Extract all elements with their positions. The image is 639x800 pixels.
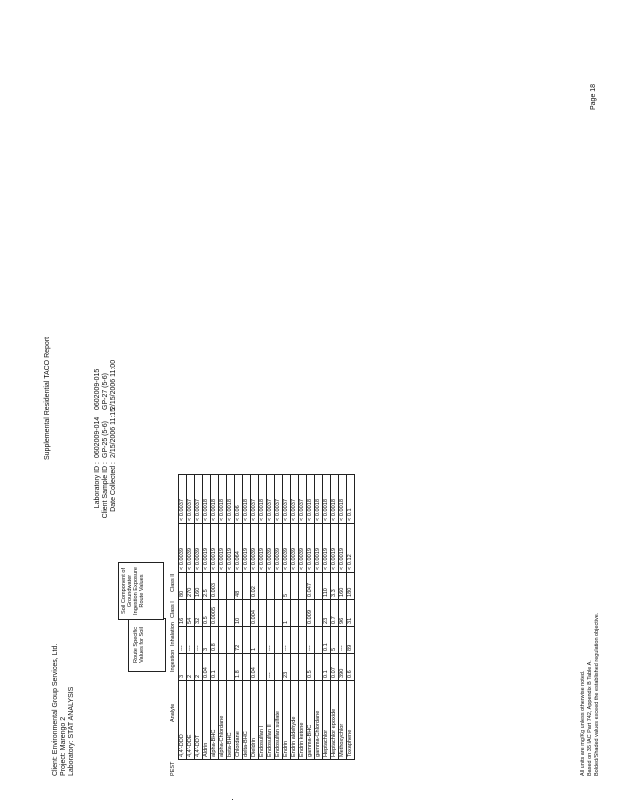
soil-component-header: Soil Component of Groundwater Ingestion Exposure Route Values: [118, 562, 164, 620]
lab-id-1: 0602009-014: [94, 416, 101, 458]
value-cell: [267, 600, 275, 627]
value-cell: [275, 600, 283, 627]
footnote-2: Based on 35 IAC Part 742, Appendix B Table A.: [587, 660, 593, 776]
value-cell: < 0.0039: [187, 524, 195, 573]
lab-id-label: Laboratory ID :: [94, 462, 101, 509]
value-cell: 1.8: [235, 654, 243, 681]
value-cell: < 0.0039: [251, 524, 259, 573]
class1-header: Class I: [170, 601, 176, 618]
value-cell: 54: [187, 600, 195, 627]
analyte-cell: Endosulfan II: [267, 681, 275, 760]
value-cell: < 0.06: [235, 475, 243, 524]
value-cell: 0.0005: [211, 600, 219, 627]
route-specific-header: Route Specific Values for Soil: [128, 618, 166, 672]
value-cell: < 0.0019: [323, 524, 331, 573]
value-cell: 0.1: [323, 627, 331, 654]
table-row: [235, 475, 243, 760]
analyte-cell: gamma-BHC: [307, 681, 315, 760]
value-cell: < 0.0039: [267, 524, 275, 573]
value-cell: < 0.0018: [339, 475, 347, 524]
analyte-cell: Aldrin: [203, 681, 211, 760]
value-cell: 0.7: [331, 600, 339, 627]
value-cell: [259, 627, 267, 654]
value-cell: [291, 654, 299, 681]
analyte-cell: 4,4'-DDE: [187, 681, 195, 760]
analyte-cell: Heptachlor epoxide: [331, 681, 339, 760]
value-cell: [275, 654, 283, 681]
value-cell: 2: [187, 654, 195, 681]
value-cell: 72: [235, 627, 243, 654]
value-cell: < 0.0018: [307, 475, 315, 524]
value-cell: [227, 600, 235, 627]
value-cell: 3: [179, 654, 187, 681]
client-sample-id-label: Client Sample ID :: [102, 462, 109, 519]
value-cell: 270: [187, 573, 195, 600]
table-row: [339, 475, 347, 760]
value-cell: [291, 627, 299, 654]
value-cell: ---: [187, 627, 195, 654]
lab-id-2: 0602009-015: [94, 368, 101, 410]
value-cell: [299, 573, 307, 600]
pest-label: PEST: [170, 761, 176, 776]
value-cell: < 0.0019: [307, 524, 315, 573]
table-row: [299, 475, 307, 760]
value-cell: < 0.0037: [283, 475, 291, 524]
value-cell: < 0.0018: [211, 475, 219, 524]
table-row: [267, 475, 275, 760]
value-cell: < 0.0039: [195, 524, 203, 573]
class2-header: Class II: [170, 573, 176, 592]
value-cell: < 0.0037: [251, 475, 259, 524]
table-row: [259, 475, 267, 760]
value-cell: 2: [195, 654, 203, 681]
value-cell: 23: [283, 654, 291, 681]
value-cell: [227, 573, 235, 600]
value-cell: 0.009: [307, 600, 315, 627]
report-title: Supplemental Residential TACO Report: [44, 336, 51, 460]
analyte-cell: Endosulfan I: [259, 681, 267, 760]
value-cell: 5: [331, 627, 339, 654]
analyte-cell: delta-BHC: [243, 681, 251, 760]
value-cell: 0.5: [203, 600, 211, 627]
table-row: [195, 475, 203, 760]
analyte-cell: Chlordane: [235, 681, 243, 760]
value-cell: [299, 600, 307, 627]
analyte-cell: beta-BHC: [227, 681, 235, 760]
value-cell: [299, 654, 307, 681]
analyte-cell: Toxaphene: [347, 681, 355, 760]
value-cell: 32: [195, 600, 203, 627]
table-row: [347, 475, 355, 760]
value-cell: < 0.0037: [291, 475, 299, 524]
value-cell: 31: [347, 600, 355, 627]
value-cell: 0.1: [211, 654, 219, 681]
value-cell: 3.3: [331, 573, 339, 600]
value-cell: [315, 600, 323, 627]
date-collected-label: Date Collected :: [110, 462, 117, 512]
inhalation-header: Inhalation: [170, 622, 176, 646]
value-cell: < 0.0018: [331, 475, 339, 524]
value-cell: < 0.0018: [243, 475, 251, 524]
value-cell: < 0.0018: [259, 475, 267, 524]
value-cell: [243, 600, 251, 627]
value-cell: [291, 573, 299, 600]
client-line: Client: Environmental Group Services, Ltd.: [52, 643, 59, 776]
value-cell: < 0.0018: [219, 475, 227, 524]
analyte-cell: gamma-Chlordane: [315, 681, 323, 760]
value-cell: ---: [283, 627, 291, 654]
value-cell: 23: [323, 600, 331, 627]
value-cell: 0.004: [251, 600, 259, 627]
value-cell: 0.04: [203, 654, 211, 681]
value-cell: 160: [195, 573, 203, 600]
value-cell: 2.5: [203, 573, 211, 600]
value-cell: [315, 573, 323, 600]
value-cell: [275, 573, 283, 600]
table-row: [211, 475, 219, 760]
value-cell: < 0.0018: [315, 475, 323, 524]
value-cell: ---: [267, 654, 275, 681]
table-row: [307, 475, 315, 760]
value-cell: 0.047: [307, 573, 315, 600]
client-id-2: GP-27 (5-6): [102, 373, 109, 410]
table-row: [323, 475, 331, 760]
value-cell: ---: [195, 627, 203, 654]
value-cell: [243, 573, 251, 600]
value-cell: [243, 627, 251, 654]
value-cell: ---: [307, 627, 315, 654]
value-cell: < 0.0039: [275, 524, 283, 573]
value-cell: 0.003: [211, 573, 219, 600]
value-cell: < 0.0037: [195, 475, 203, 524]
value-cell: [259, 573, 267, 600]
value-cell: < 0.0019: [315, 524, 323, 573]
value-cell: 390: [339, 654, 347, 681]
value-cell: 96: [339, 600, 347, 627]
analyte-cell: 4,4'-DDT: [195, 681, 203, 760]
table-row: [331, 475, 339, 760]
value-cell: < 0.12: [347, 524, 355, 573]
value-cell: 180: [347, 573, 355, 600]
value-cell: 0.5: [307, 654, 315, 681]
table-row: [187, 475, 195, 760]
value-cell: 110: [323, 573, 331, 600]
table-row: [219, 475, 227, 760]
table-row: [203, 475, 211, 760]
value-cell: < 0.0019: [331, 524, 339, 573]
value-cell: < 0.0018: [227, 475, 235, 524]
value-cell: [259, 654, 267, 681]
value-cell: [315, 654, 323, 681]
value-cell: < 0.0018: [323, 475, 331, 524]
value-cell: < 0.0019: [211, 524, 219, 573]
value-cell: [291, 600, 299, 627]
value-cell: [275, 627, 283, 654]
analyte-cell: Dieldrin: [251, 681, 259, 760]
table-row: [243, 475, 251, 760]
value-cell: < 0.0019: [243, 524, 251, 573]
value-cell: [219, 654, 227, 681]
value-cell: ---: [179, 627, 187, 654]
value-cell: < 0.0039: [291, 524, 299, 573]
value-cell: < 0.0019: [259, 524, 267, 573]
value-cell: 5: [283, 573, 291, 600]
page-number: Page 18: [590, 83, 597, 110]
value-cell: [227, 627, 235, 654]
value-cell: [259, 600, 267, 627]
value-cell: 0.6: [347, 654, 355, 681]
footnote-1: All units are mg/Kg unless otherwise noted.: [580, 670, 586, 776]
value-cell: < 0.0037: [299, 475, 307, 524]
value-cell: ---: [339, 627, 347, 654]
value-cell: < 0.0019: [219, 524, 227, 573]
value-cell: ---: [267, 627, 275, 654]
table-row: [179, 475, 187, 760]
value-cell: 0.07: [331, 654, 339, 681]
value-cell: < 0.0039: [283, 524, 291, 573]
analyte-cell: Endosulfan sulfate: [275, 681, 283, 760]
value-cell: [219, 600, 227, 627]
value-cell: [267, 573, 275, 600]
analyte-cell: Methoxychlor: [339, 681, 347, 760]
value-cell: < 0.064: [235, 524, 243, 573]
value-cell: 0.8: [211, 627, 219, 654]
laboratory-line: Laboratory: STAT ANALYSIS: [68, 686, 75, 776]
client-id-1: GP-25 (5-6): [102, 421, 109, 458]
value-cell: < 0.0039: [299, 524, 307, 573]
value-cell: < 0.0019: [203, 524, 211, 573]
analyte-cell: alpha-Chlordane: [219, 681, 227, 760]
value-cell: < 0.0037: [267, 475, 275, 524]
value-cell: < 0.0019: [339, 524, 347, 573]
analyte-cell: Endrin ketone: [299, 681, 307, 760]
value-cell: 10: [235, 600, 243, 627]
analyte-header: Analyte: [170, 703, 176, 722]
value-cell: < 0.0037: [187, 475, 195, 524]
table-row: [291, 475, 299, 760]
table-row: [283, 475, 291, 760]
value-cell: < 0.0037: [275, 475, 283, 524]
value-cell: [219, 627, 227, 654]
value-cell: 0.1: [323, 654, 331, 681]
analyte-cell: Endrin aldehyde: [291, 681, 299, 760]
analyte-cell: Heptachlor: [323, 681, 331, 760]
table-row: [315, 475, 323, 760]
value-cell: 80: [179, 573, 187, 600]
value-cell: 0.04: [251, 654, 259, 681]
value-cell: 89: [347, 627, 355, 654]
value-cell: 1: [283, 600, 291, 627]
analyte-cell: 4,4'-DDD: [179, 681, 187, 760]
value-cell: < 0.0018: [203, 475, 211, 524]
date-2: 2/15/2006 11:00: [110, 359, 117, 410]
value-cell: < 0.0037: [179, 475, 187, 524]
table-row: [251, 475, 259, 760]
footnote-3: Bolded/Shaded values exceed the established regulation objective.: [594, 612, 600, 776]
value-cell: [299, 627, 307, 654]
value-cell: 3: [203, 627, 211, 654]
value-cell: [227, 654, 235, 681]
analyte-cell: Endrin: [283, 681, 291, 760]
project-line: Project: Marengo 2: [60, 716, 67, 776]
ingestion-header: Ingestion: [170, 649, 176, 672]
table-row: [275, 475, 283, 760]
value-cell: [315, 627, 323, 654]
value-cell: [219, 573, 227, 600]
value-cell: 1: [251, 627, 259, 654]
value-cell: 16: [179, 600, 187, 627]
value-cell: < 0.0039: [179, 524, 187, 573]
value-cell: [243, 654, 251, 681]
analyte-cell: alpha-BHC: [211, 681, 219, 760]
value-cell: < 0.1: [347, 475, 355, 524]
date-1: 2/15/2006 11:15: [110, 407, 117, 458]
results-table: [178, 474, 355, 760]
value-cell: 160: [339, 573, 347, 600]
value-cell: 0.02: [251, 573, 259, 600]
value-cell: < 0.0019: [227, 524, 235, 573]
table-row: [227, 475, 235, 760]
value-cell: 48: [235, 573, 243, 600]
